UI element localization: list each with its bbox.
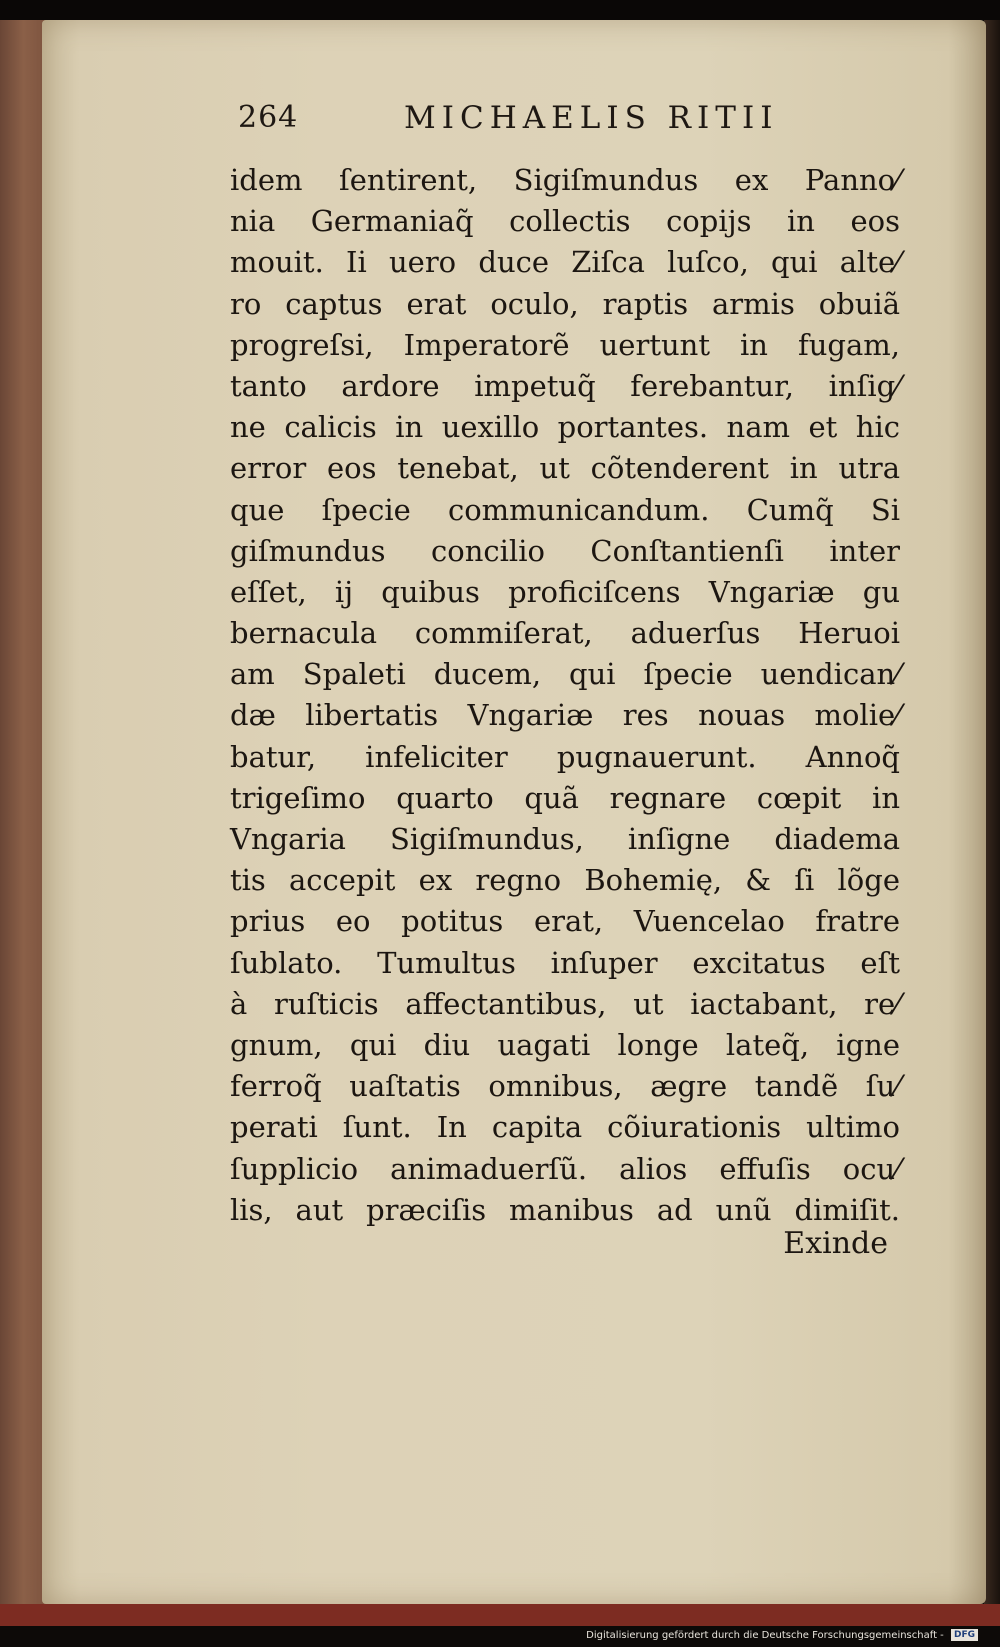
text-line: error eos tenebat, ut cõtenderent in utra: [230, 451, 900, 486]
text-line: dæ libertatis Vngariæ res nouas molie⁄: [230, 698, 900, 733]
text-line: lis, aut præciſis manibus ad unũ dimiſit.: [230, 1192, 900, 1227]
text-line: idem ſentirent, Sigiſmundus ex Panno⁄: [230, 163, 900, 197]
text-line: Vngaria Sigiſmundus, inſigne diadema: [230, 822, 900, 856]
text-line: tanto ardore impetuq̃ ferebantur, inſig⁄: [230, 368, 900, 403]
text-line: mouit. Ii uero duce Ziſca luſco, qui alte⁄: [230, 245, 900, 280]
text-line: bernacula commiſerat, aduerſus Heruoi: [230, 616, 900, 651]
text-line: perati ſunt. In capita cõiurationis ultimo: [230, 1110, 900, 1145]
dfg-logo: DFG: [951, 1629, 978, 1641]
funding-credit-text: Digitalisierung gefördert durch die Deutsche Forschungsgemeinschaft -: [586, 1630, 944, 1641]
text-line: que ſpecie communicandum. Cumq̃ Si: [230, 492, 900, 527]
text-line: à ruſticis affectantibus, ut iactabant, re⁄: [230, 986, 900, 1021]
scan-top-edge: [0, 0, 1000, 20]
text-line: am Spaleti ducem, qui ſpecie uendican⁄: [230, 657, 900, 692]
text-line: ne calicis in uexillo portantes. nam et hic: [230, 410, 900, 445]
text-line: ſupplicio animaduerſũ. alios effuſis ocu⁄: [230, 1151, 900, 1186]
page-header: [238, 92, 858, 142]
text-line: nia Germaniaq̃ collectis copijs in eos: [230, 204, 900, 239]
text-line: eſſet, ij quibus proficiſcens Vngariæ gu: [230, 574, 900, 609]
text-line: progreſsi, Imperatorẽ uertunt in fugam,: [230, 327, 900, 362]
text-line: giſmundus concilio Conſtantienſi inter: [230, 533, 900, 568]
binding-edge: [0, 1604, 1000, 1626]
text-line: ro captus erat oculo, raptis armis obuiã: [230, 286, 900, 321]
text-line: trigeſimo quarto quã regnare cœpit in: [230, 780, 900, 815]
book-board-right: [984, 20, 1000, 1610]
running-head: MICHAELIS RITII: [404, 100, 779, 136]
text-line: batur, infeliciter pugnauerunt. Annoq̃: [230, 739, 900, 774]
text-line: tis accepit ex regno Bohemię, & ſi lõge: [230, 863, 900, 898]
text-line: ferroq̃ uaſtatis omnibus, ægre tandẽ ſu⁄: [230, 1069, 900, 1104]
text-line: gnum, qui diu uagati longe lateq̃, igne: [230, 1027, 900, 1062]
catchword: Exinde: [783, 1226, 888, 1261]
funding-credit: [586, 1629, 978, 1641]
text-line: prius eo potitus erat, Vuencelao fratre: [230, 904, 900, 939]
body-text: [230, 160, 900, 1231]
text-line: ſublato. Tumultus inſuper excitatus eſt: [230, 945, 900, 980]
page-number: 264: [238, 100, 299, 135]
